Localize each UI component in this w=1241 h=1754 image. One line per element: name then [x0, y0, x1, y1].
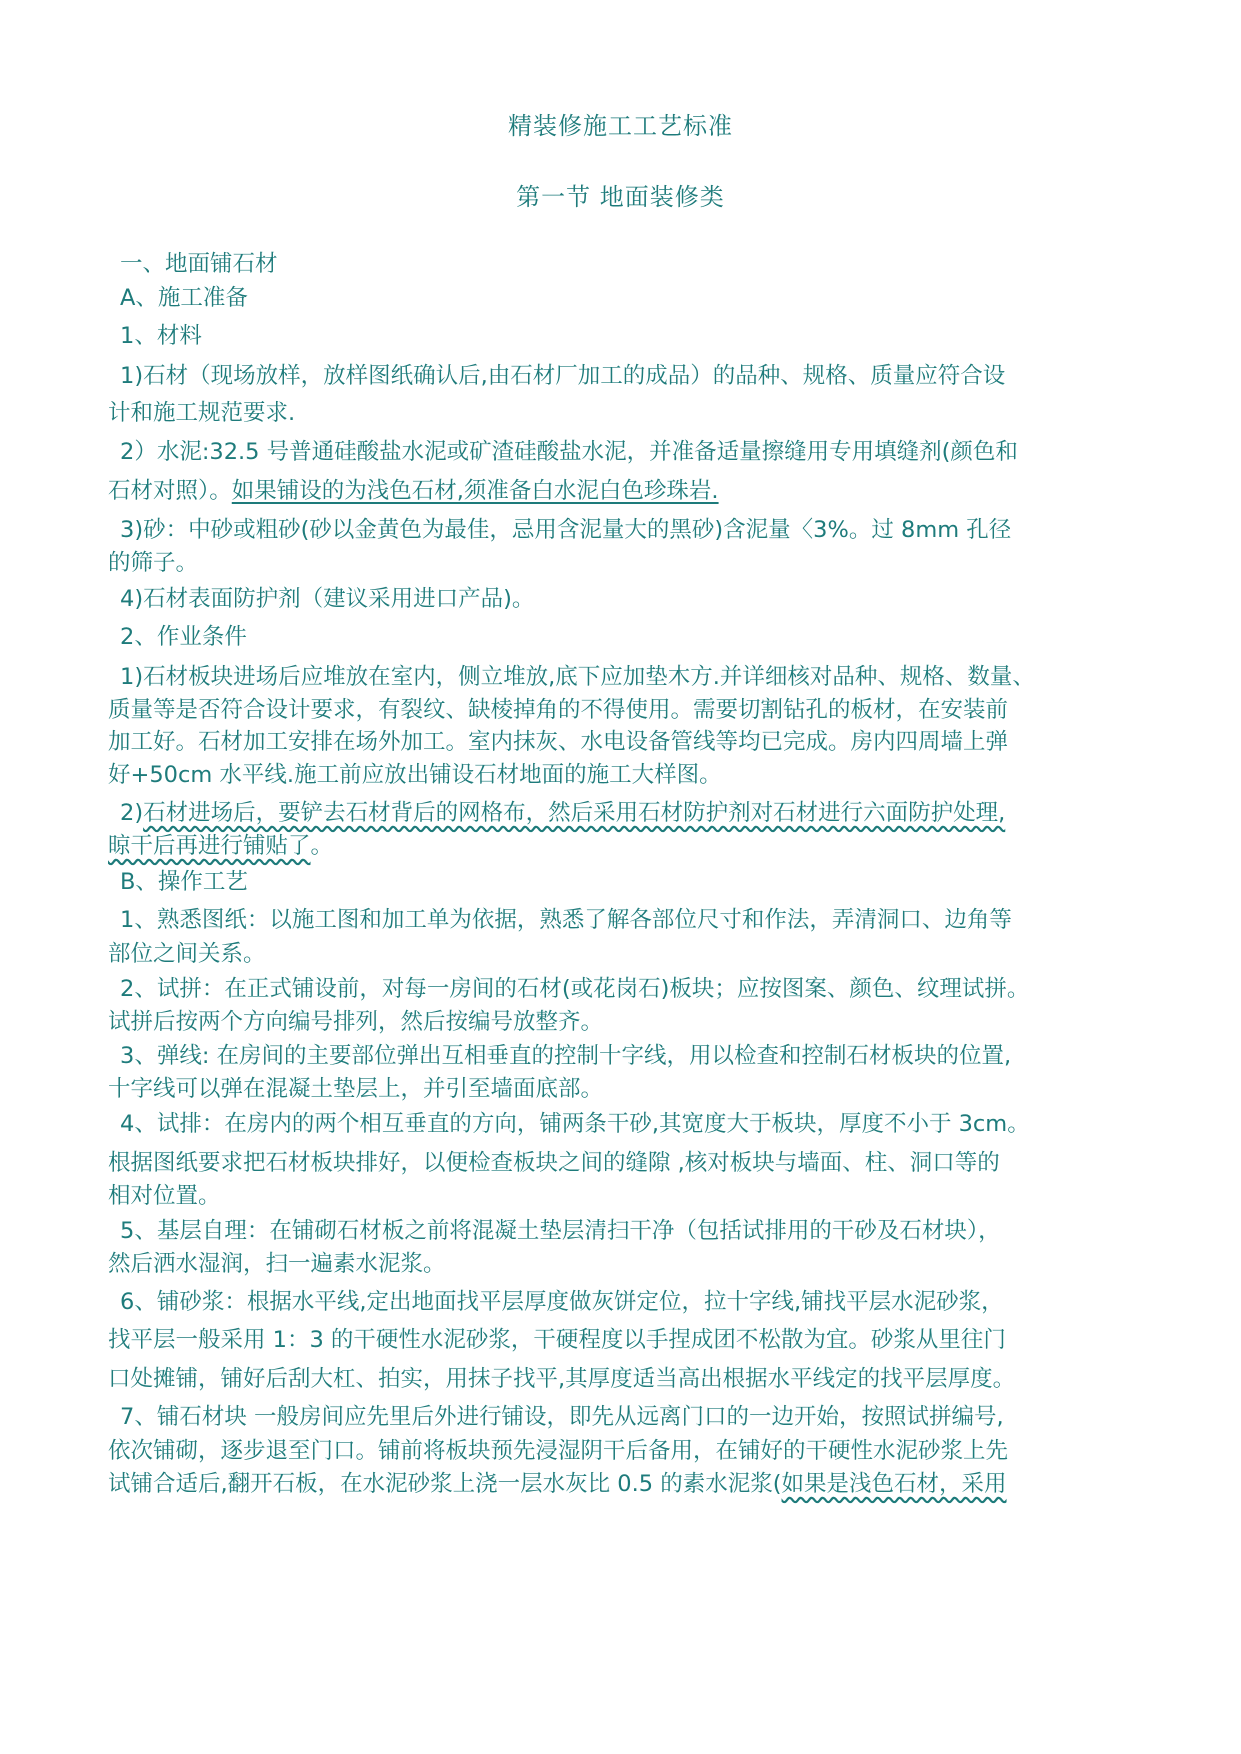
heading-work-conditions: 2、作业条件: [120, 624, 247, 650]
paragraph-line: 1)石材板块进场后应堆放在室内，侧立堆放,底下应加垫木方.并详细核对品种、规格、数量、: [120, 664, 1035, 690]
document-title: 精装修施工工艺标准: [508, 112, 733, 140]
paragraph-line: 十字线可以弹在混凝土垫层上，并引至墙面底部。: [108, 1076, 604, 1102]
paragraph-line: 加工好。石材加工安排在场外加工。室内抹灰、水电设备管线等均已完成。房内四周墙上弹: [108, 729, 1009, 755]
paragraph-line: 部位之间关系。: [108, 941, 266, 967]
underlined-note: 如果铺设的为浅色石材,须准备白水泥白色珍珠岩.: [231, 478, 719, 504]
paragraph-line: 的筛子。: [108, 550, 199, 576]
text-run: 2): [120, 800, 144, 826]
heading-materials: 1、材料: [120, 323, 202, 349]
paragraph-line: 1)石材（现场放样，放样图纸确认后,由石材厂加工的成品）的品种、规格、质量应符合设: [120, 363, 1006, 389]
text-run: 试铺合适后,翻开石板，在水泥砂浆上浇一层水灰比 0.5 的素水泥浆(: [108, 1471, 782, 1497]
paragraph-line: 好+50cm 水平线.施工前应放出铺设石材地面的施工大样图。: [108, 762, 722, 788]
paragraph-line: 4)石材表面防护剂（建议采用进口产品)。: [120, 586, 535, 612]
heading-preparation: A、施工准备: [120, 285, 248, 311]
paragraph-line: 3、弹线: 在房间的主要部位弹出互相垂直的控制十字线，用以检查和控制石材板块的位置,: [120, 1043, 1012, 1069]
paragraph-line: 6、铺砂浆：根据水平线,定出地面找平层厚度做灰饼定位，拉十字线,铺找平层水泥砂浆，: [120, 1289, 1004, 1315]
text-run: 石材对照）。: [108, 478, 232, 504]
paragraph-line: 1、熟悉图纸：以施工图和加工单为依据，熟悉了解各部位尺寸和作法，弄清洞口、边角等: [120, 907, 1012, 933]
paragraph-line: [108, 475, 1118, 507]
paragraph-line: 7、铺石材块 一般房间应先里后外进行铺设，即先从远离门口的一边开始，按照试拼编号,: [120, 1404, 1004, 1430]
section-heading: 第一节 地面装修类: [516, 183, 725, 211]
paragraph-line: 4、试排：在房内的两个相互垂直的方向，铺两条干砂,其宽度大于板块，厚度不小于 3cm。: [120, 1111, 1030, 1137]
paragraph-line: 2、试拼：在正式铺设前，对每一房间的石材(或花岗石)板块；应按图案、颜色、纹理试拼。: [120, 976, 1030, 1002]
paragraph-line: [120, 797, 1130, 829]
paragraph-line: 5、基层自理：在铺砌石材板之前将混凝土垫层清扫干净（包括试排用的干砂及石材块），: [120, 1218, 1001, 1244]
paragraph-line: 质量等是否符合设计要求，有裂纹、缺棱掉角的不得使用。需要切割钻孔的板材，在安装前: [108, 697, 1009, 723]
paragraph-line: 口处摊铺，铺好后刮大杠、拍实，用抹子找平,其厚度适当高出根据水平线定的找平层厚度。: [108, 1366, 1016, 1392]
paragraph-line: [108, 830, 1118, 862]
paragraph-line: 找平层一般采用 1：3 的干硬性水泥砂浆，干硬程度以手捏成团不松散为宜。砂浆从里往门: [108, 1327, 1006, 1353]
paragraph-line: 3)砂：中砂或粗砂(砂以金黄色为最佳，忌用含泥量大的黑砂)含泥量〈3%。过 8mm 孔径: [120, 517, 1012, 543]
heading-stone-floor: 一、地面铺石材: [120, 251, 278, 277]
paragraph-line: [108, 1468, 1118, 1500]
wavy-underlined-note: 如果是浅色石材，采用: [781, 1471, 1007, 1497]
heading-operation: B、操作工艺: [120, 869, 248, 895]
paragraph-line: 2）水泥:32.5 号普通硅酸盐水泥或矿渣硅酸盐水泥，并准备适量擦缝用专用填缝剂(颜色和: [120, 439, 1018, 465]
paragraph-line: 然后洒水湿润，扫一遍素水泥浆。: [108, 1251, 446, 1277]
wavy-underlined-note: 晾干后再进行铺贴了: [108, 833, 311, 859]
text-run: 。: [310, 833, 334, 859]
paragraph-line: 试拼后按两个方向编号排列，然后按编号放整齐。: [108, 1009, 604, 1035]
wavy-underlined-note: 石材进场后，要铲去石材背后的网格布，然后采用石材防护剂对石材进行六面防护处理,: [143, 800, 1006, 826]
paragraph-line: 计和施工规范要求.: [108, 400, 296, 426]
paragraph-line: 相对位置。: [108, 1183, 221, 1209]
paragraph-line: 根据图纸要求把石材板块排好，以便检查板块之间的缝隙 ,核对板块与墙面、柱、洞口等的: [108, 1150, 1000, 1176]
paragraph-line: 依次铺砌，逐步退至门口。铺前将板块预先浸湿阴干后备用，在铺好的干硬性水泥砂浆上先: [108, 1438, 1009, 1464]
